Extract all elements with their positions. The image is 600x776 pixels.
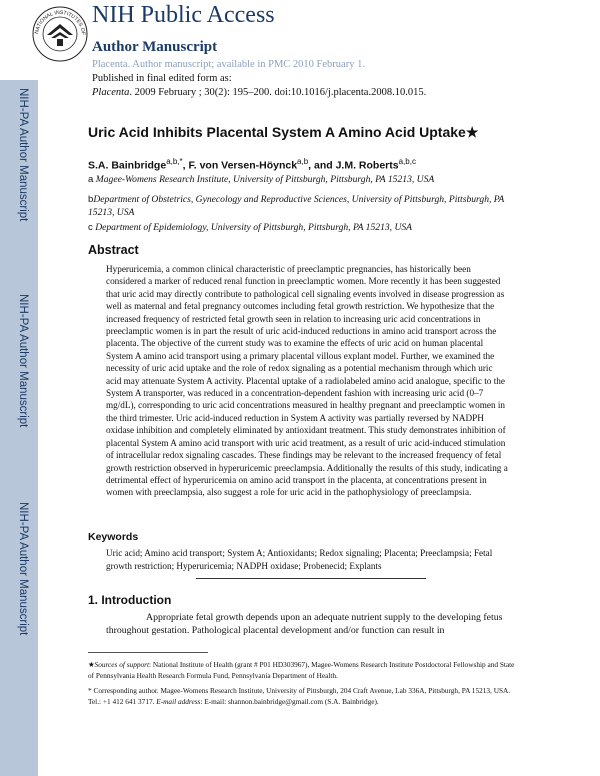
affiliation-a	[88, 173, 508, 186]
nih-public-access-title: NIH Public Access	[92, 2, 275, 28]
availability-note: Placenta. Author manuscript; available in PMC 2010 February 1.	[92, 59, 365, 70]
affiliation-label: c	[88, 222, 93, 233]
article-title-text: Uric Acid Inhibits Placental System A Amino Acid Uptake	[88, 124, 466, 140]
side-label: NIH-PA Author Manuscript	[17, 294, 29, 428]
author-separator: ,	[182, 159, 189, 172]
title-footnote-mark[interactable]: ★	[465, 124, 479, 140]
abstract-heading: Abstract	[88, 243, 139, 257]
author-affil-sup: a,b	[297, 157, 309, 166]
affiliation-text: Department of Epidemiology, University of Pittsburgh, Pittsburgh, PA 15213, USA	[95, 222, 413, 233]
author-separator: , and	[308, 159, 336, 172]
section-divider	[196, 578, 426, 579]
nih-logo	[30, 2, 90, 62]
footnote-support	[88, 660, 518, 681]
side-label: NIH-PA Author Manuscript	[17, 88, 29, 222]
author-affil-sup: a,b,c	[398, 157, 416, 166]
journal-name: Placenta	[92, 87, 130, 98]
footnote-label: Sources of support	[94, 660, 150, 669]
article-title	[88, 124, 478, 141]
affiliation-label: b	[88, 194, 94, 205]
footnote-mark: ★	[88, 660, 95, 669]
logo-text: NATIONAL INSTITUTES OF	[34, 9, 87, 36]
affiliation-b	[88, 193, 508, 219]
author-name[interactable]: J.M. Roberts	[335, 159, 399, 172]
author-name[interactable]: F. von Versen-Höynck	[188, 159, 298, 172]
affiliation-label: a	[88, 174, 94, 185]
abstract-body: Hyperuricemia, a common clinical characteristic of preeclamptic pregnancies, has historically been considered a marker of reduced renal function in preeclamptic women. More recently it has been suggested that uric acid may directly contribute to pathological cell signaling events involved in disease progression as well as maternal and fetal pregnancy outcomes including fetal growth restriction. We hypothesize that the increased frequency of restricted fetal growth seen in relation to increasing uric acid concentrations in preeclamptic women is in part the result of uric acid-induced reductions in amino acid transport across the placenta. The objective of the current study was to examine the effects of uric acid on human placental System A amino acid transport using a primary placental villous explant model. Further, we examined the necessity of uric acid uptake and the role of redox signaling as a potential mechanism through which uric acid may attenuate System A activity. Placental uptake of a radiolabeled amino acid analogue, specific to the System A transporter, was reduced in a concentration-dependent fashion with increasing uric acid (0–7 mg/dL), corresponding to uric acid concentrations measured in healthy pregnant and preeclamptic women in the third trimester. Uric acid-induced reduction in System A activity was partially reversed by NADPH oxidase inhibition and completely eliminated by antioxidant treatment. This study demonstrates inhibition of placental System A amino acid transport with uric acid treatment, as a result of uric acid-induced stimulation of intracellular redox signaling cascades. These findings may be relevant to the increased frequency of fetal growth restriction observed in hyperuricemic preeclampsia. Additionally the results of this study, indicating a detrimental effect of hyperuricemia on amino acid transport in the placenta, at concentrations present in women with preeclampsia, also suggest a role for uric acid in the pathophysiology of preeclampsia.	[106, 264, 508, 498]
keywords-list: Uric acid; Amino acid transport; System A; Antioxidants; Redox signaling; Placenta; Preeclampsia; Fetal growth restriction; Hyperuricemia; NADPH oxidase; Probenecid; Explants	[106, 548, 493, 571]
author-affil-sup: a,b,*	[166, 157, 183, 166]
footnote-label: E-mail address	[156, 696, 201, 706]
footnote-text: : National Institute of Health (grant # P01 HD303967), Magee-Womens Research Institute Postdoctoral Fellowship and State of Pennsylvania Health Research Formula Fund, Pennsylvania Department of Health.	[88, 660, 515, 680]
citation	[92, 87, 426, 98]
published-label: Published in final edited form as:	[92, 73, 232, 84]
keywords-heading: Keywords	[88, 531, 139, 543]
affiliation-text: Department of Obstetrics, Gynecology and Reproductive Sciences, University of Pittsburgh, Pittsburgh, PA 15213, USA	[88, 194, 505, 218]
side-label: NIH-PA Author Manuscript	[17, 502, 29, 636]
footnote-divider	[88, 652, 208, 653]
footnote-corresponding	[88, 686, 518, 707]
author-name[interactable]: S.A. Bainbridge	[88, 159, 167, 172]
affiliation-text: Magee-Womens Research Institute, University of Pittsburgh, Pittsburgh, PA 15213, USA	[95, 174, 435, 185]
corresponding-email[interactable]: : E-mail: shannon.bainbridge@gmail.com (S.A. Bainbridge).	[200, 696, 379, 706]
footnote-text: * Corresponding author. Magee-Womens Research Institute, University of Pittsburgh, 204 Craft Avenue, Lab 336A, Pittsburgh, PA 15213, USA. Tel.: +1 412 641 3717.	[88, 686, 511, 706]
introduction-heading: 1. Introduction	[88, 593, 172, 607]
author-manuscript-label: Author Manuscript	[92, 39, 218, 55]
author-list	[88, 157, 416, 172]
introduction-body: Appropriate fetal growth depends upon an adequate nutrient supply to the developing fetus throughout gestation. Pathological placental development and/or function can result in	[106, 612, 503, 636]
citation-details: . 2009 February ; 30(2): 195–200. doi:10.1016/j.placenta.2008.10.015.	[129, 87, 427, 98]
affiliation-c	[88, 221, 508, 234]
